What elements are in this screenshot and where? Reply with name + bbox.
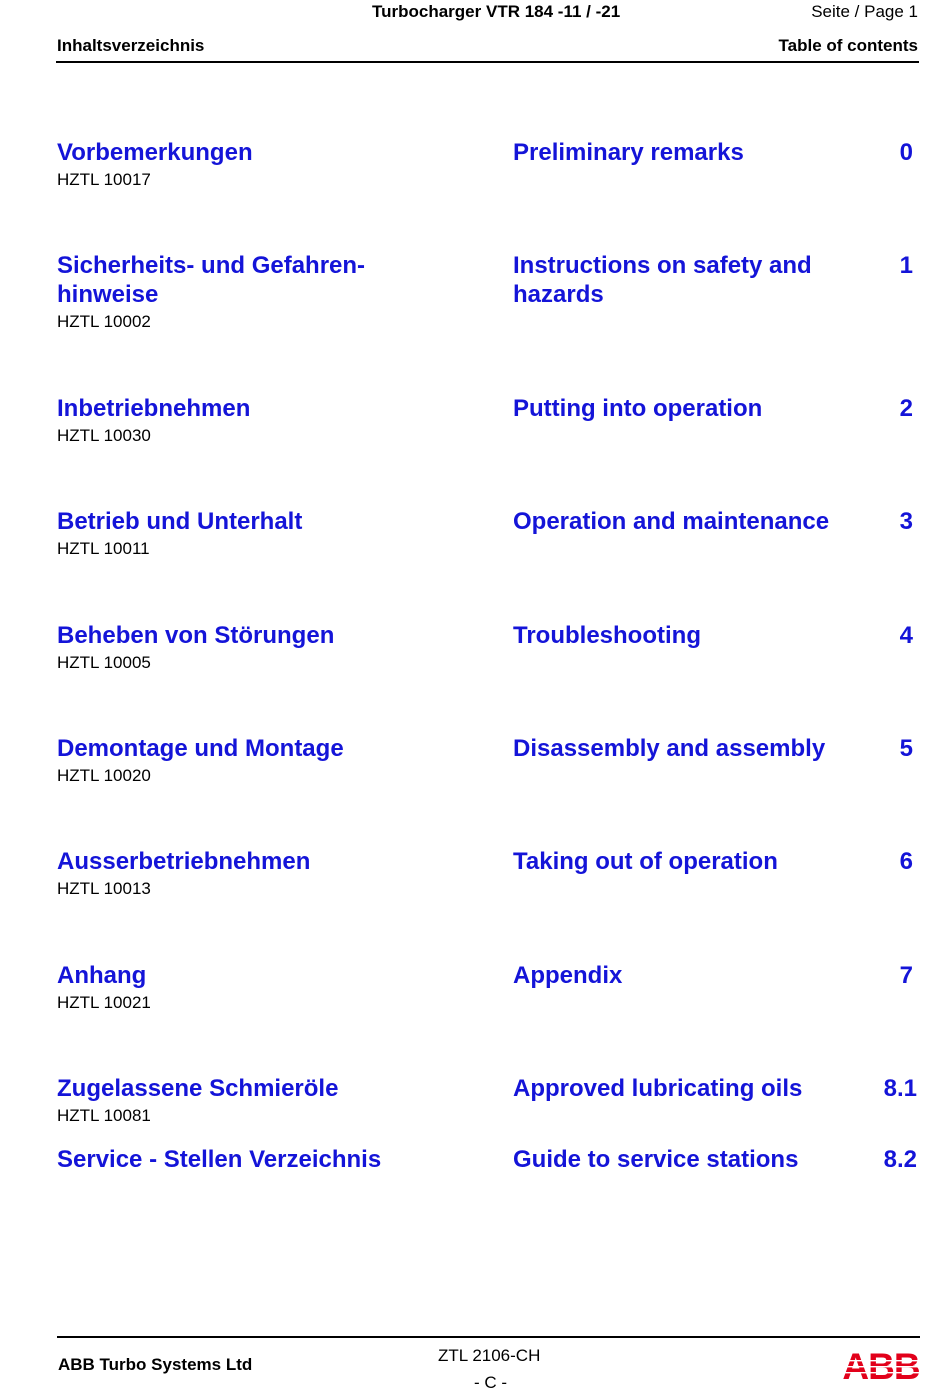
toc-chapter-number: 1 bbox=[899, 252, 913, 279]
toc-document-code: HZTL 10013 bbox=[57, 879, 151, 898]
toc-chapter-number: 0 bbox=[899, 139, 913, 166]
toc-chapter-number: 8.2 bbox=[883, 1146, 917, 1173]
toc-chapter-number: 5 bbox=[899, 735, 913, 762]
toc-english-title[interactable]: Taking out of operation bbox=[513, 848, 778, 875]
footer-company-name: ABB Turbo Systems Ltd bbox=[58, 1355, 253, 1374]
toc-english-title[interactable]: Guide to service stations bbox=[513, 1146, 799, 1173]
abb-logo bbox=[841, 1350, 921, 1382]
toc-document-code: HZTL 10017 bbox=[57, 170, 151, 189]
toc-document-code: HZTL 10011 bbox=[57, 539, 150, 558]
toc-document-code: HZTL 10081 bbox=[57, 1106, 151, 1125]
footer-rule bbox=[57, 1336, 920, 1338]
toc-german-title[interactable]: Demontage und Montage HZTL 10020 bbox=[57, 734, 417, 787]
toc-document-code: HZTL 10021 bbox=[57, 993, 151, 1012]
toc-chapter-number: 8.1 bbox=[883, 1075, 917, 1102]
section-label-german: Inhaltsverzeichnis bbox=[57, 36, 205, 55]
toc-document-code: HZTL 10020 bbox=[57, 766, 151, 785]
toc-german-title[interactable]: Anhang HZTL 10021 bbox=[57, 961, 417, 1014]
toc-chapter-number: 3 bbox=[899, 508, 913, 535]
toc-document-code: HZTL 10030 bbox=[57, 426, 151, 445]
toc-german-title[interactable]: Zugelassene Schmieröle HZTL 10081 bbox=[57, 1074, 417, 1127]
toc-english-title[interactable]: Appendix bbox=[513, 962, 623, 989]
footer-revision: - C - bbox=[474, 1373, 508, 1392]
document-title: Turbocharger VTR 184 -11 / -21 bbox=[372, 2, 621, 21]
toc-chapter-number: 7 bbox=[899, 962, 913, 989]
toc-german-title[interactable]: Inbetriebnehmen HZTL 10030 bbox=[57, 394, 417, 447]
toc-german-title[interactable]: Betrieb und Unterhalt HZTL 10011 bbox=[57, 507, 417, 560]
toc-german-title[interactable]: Sicherheits- und Gefahren- hinweise HZTL 10002 bbox=[57, 251, 417, 333]
toc-chapter-number: 4 bbox=[899, 622, 913, 649]
footer-document-number: ZTL 2106-CH bbox=[438, 1346, 541, 1365]
section-label-english: Table of contents bbox=[778, 36, 918, 55]
toc-english-title[interactable]: Operation and maintenance bbox=[513, 508, 830, 535]
toc-german-title[interactable]: Ausserbetriebnehmen HZTL 10013 bbox=[57, 847, 417, 900]
toc-chapter-number: 2 bbox=[899, 395, 913, 422]
toc-document-code: HZTL 10002 bbox=[57, 312, 151, 331]
toc-german-title[interactable]: Beheben von Störungen HZTL 10005 bbox=[57, 621, 417, 674]
toc-english-title[interactable]: Approved lubricating oils bbox=[513, 1075, 803, 1102]
toc-english-title[interactable]: Preliminary remarks bbox=[513, 139, 744, 166]
header-rule bbox=[56, 61, 919, 63]
toc-english-title[interactable]: Troubleshooting bbox=[513, 622, 701, 649]
page-number: Seite / Page 1 bbox=[811, 2, 918, 21]
toc-german-title[interactable]: Service - Stellen Verzeichnis bbox=[57, 1146, 382, 1173]
toc-german-title[interactable]: Vorbemerkungen HZTL 10017 bbox=[57, 138, 417, 191]
toc-document-code: HZTL 10005 bbox=[57, 653, 151, 672]
toc-english-title[interactable]: Putting into operation bbox=[513, 395, 763, 422]
toc-chapter-number: 6 bbox=[899, 848, 913, 875]
toc-english-title[interactable]: Instructions on safety and hazards bbox=[513, 252, 812, 308]
toc-english-title[interactable]: Disassembly and assembly bbox=[513, 735, 826, 762]
